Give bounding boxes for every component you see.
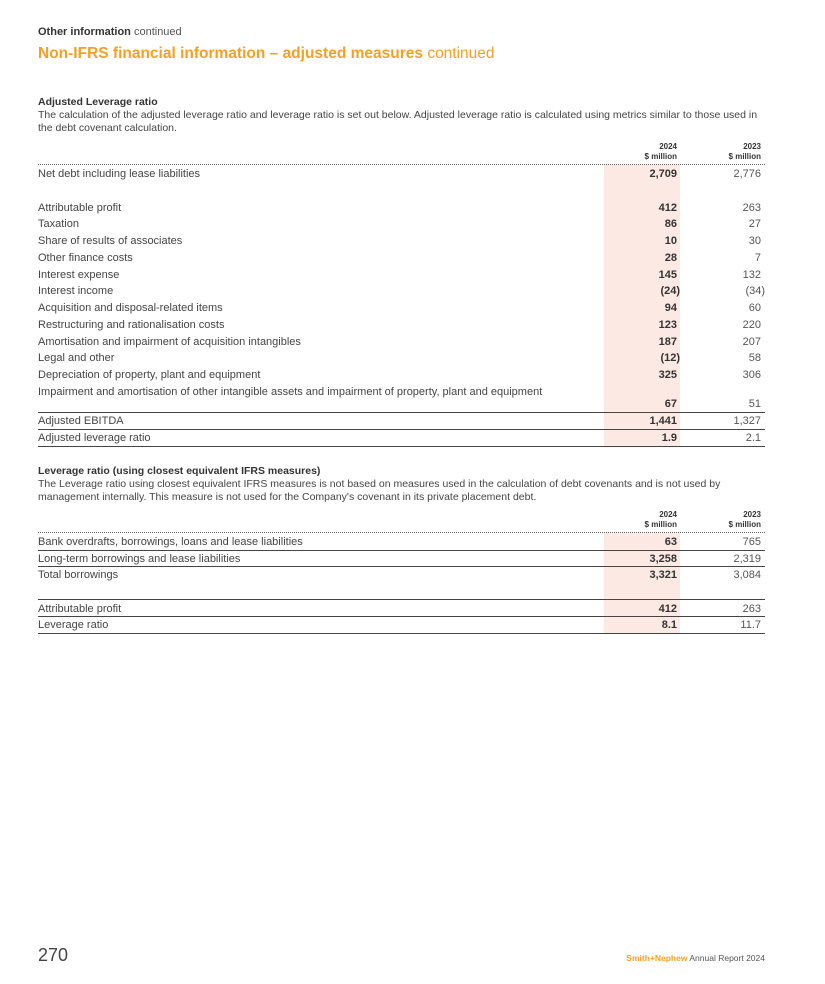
leverage-title: Leverage ratio (using closest equivalent IFRS measures) [38,465,321,477]
col-2024-year: 2024 [659,142,677,151]
adjusted-leverage-description: The calculation of the adjusted leverage ratio and leverage ratio is set out below. Adjusted leverage ratio is calculated using metrics similar to those used in the debt covenant calculation. [38,109,758,134]
divider [38,633,765,634]
page-number: 270 [38,945,69,965]
divider [38,446,765,447]
report-name: Annual Report 2024 [689,953,765,963]
adjusted-leverage-title: Adjusted Leverage ratio [38,96,158,108]
leverage-description: The Leverage ratio using closest equivalent IFRS measures is not based on measures used in the calculation of debt covenants and is not used by management internally. This measure is not used for the Company's covenant in its private placement debt. [38,478,721,503]
brand-name: Smith+Nephew [626,953,688,963]
col-2023-unit: $ million [728,520,761,529]
leverage-table-header [38,510,765,533]
divider [38,550,765,551]
section-label: Other information continued [38,26,182,38]
col-2023-unit: $ million [728,152,761,161]
adjusted-table-header [38,142,765,165]
col-2024-unit: $ million [644,520,677,529]
table-row: Impairment and amortisation of other intangible assets and impairment of property, plant and equipment 67 51 [38,386,761,410]
divider [38,566,765,567]
col-2024-year: 2024 [659,510,677,519]
divider [38,616,765,617]
footer-brand [626,953,765,963]
divider [38,429,765,430]
divider [38,412,765,413]
adjusted-leverage-heading [38,96,765,134]
col-2024-unit: $ million [644,152,677,161]
highlight-column-2024 [604,533,680,633]
page-title: Non-IFRS financial information – adjusted measures continued [38,45,495,62]
leverage-heading [38,465,765,503]
col-2023-year: 2023 [743,142,761,151]
divider [38,599,765,600]
col-2023-year: 2023 [743,510,761,519]
